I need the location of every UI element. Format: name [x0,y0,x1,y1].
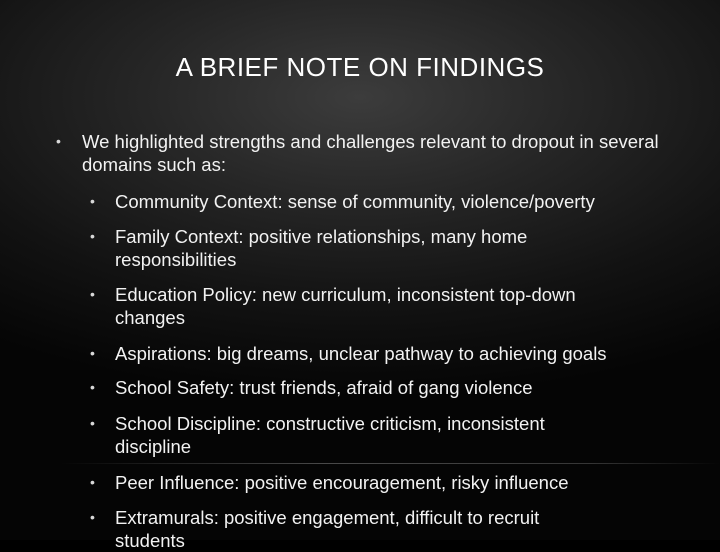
bullet-icon: • [90,509,95,525]
bullet-icon: • [90,193,95,209]
sub-point: Extramurals: positive engagement, difficult to recruit students [115,507,540,551]
sub-point: Community Context: sense of community, violence/poverty [115,191,595,212]
sub-point: Aspirations: big dreams, unclear pathway to achieving goals [115,343,607,364]
sub-point: School Safety: trust friends, afraid of gang violence [115,377,533,398]
sub-point: Family Context: positive relationships, many home responsibilities [115,226,528,270]
bullet-icon: • [56,133,61,149]
sub-point: Education Policy: new curriculum, inconsistent top-down changes [115,284,576,328]
slide-title: A BRIEF NOTE ON FINDINGS [175,52,545,82]
bullet-icon: • [90,474,95,490]
bullet-icon: • [90,415,95,431]
bullet-icon: • [90,286,95,302]
sub-point: School Discipline: constructive criticism, inconsistent discipline [115,413,545,457]
sub-point: Peer Influence: positive encouragement, risky influence [115,472,569,493]
bullet-icon: • [90,345,95,361]
main-point: We highlighted strengths and challenges relevant to dropout in several domains such as: [82,131,659,175]
bullet-icon: • [90,379,95,395]
bullet-icon: • [90,228,95,244]
